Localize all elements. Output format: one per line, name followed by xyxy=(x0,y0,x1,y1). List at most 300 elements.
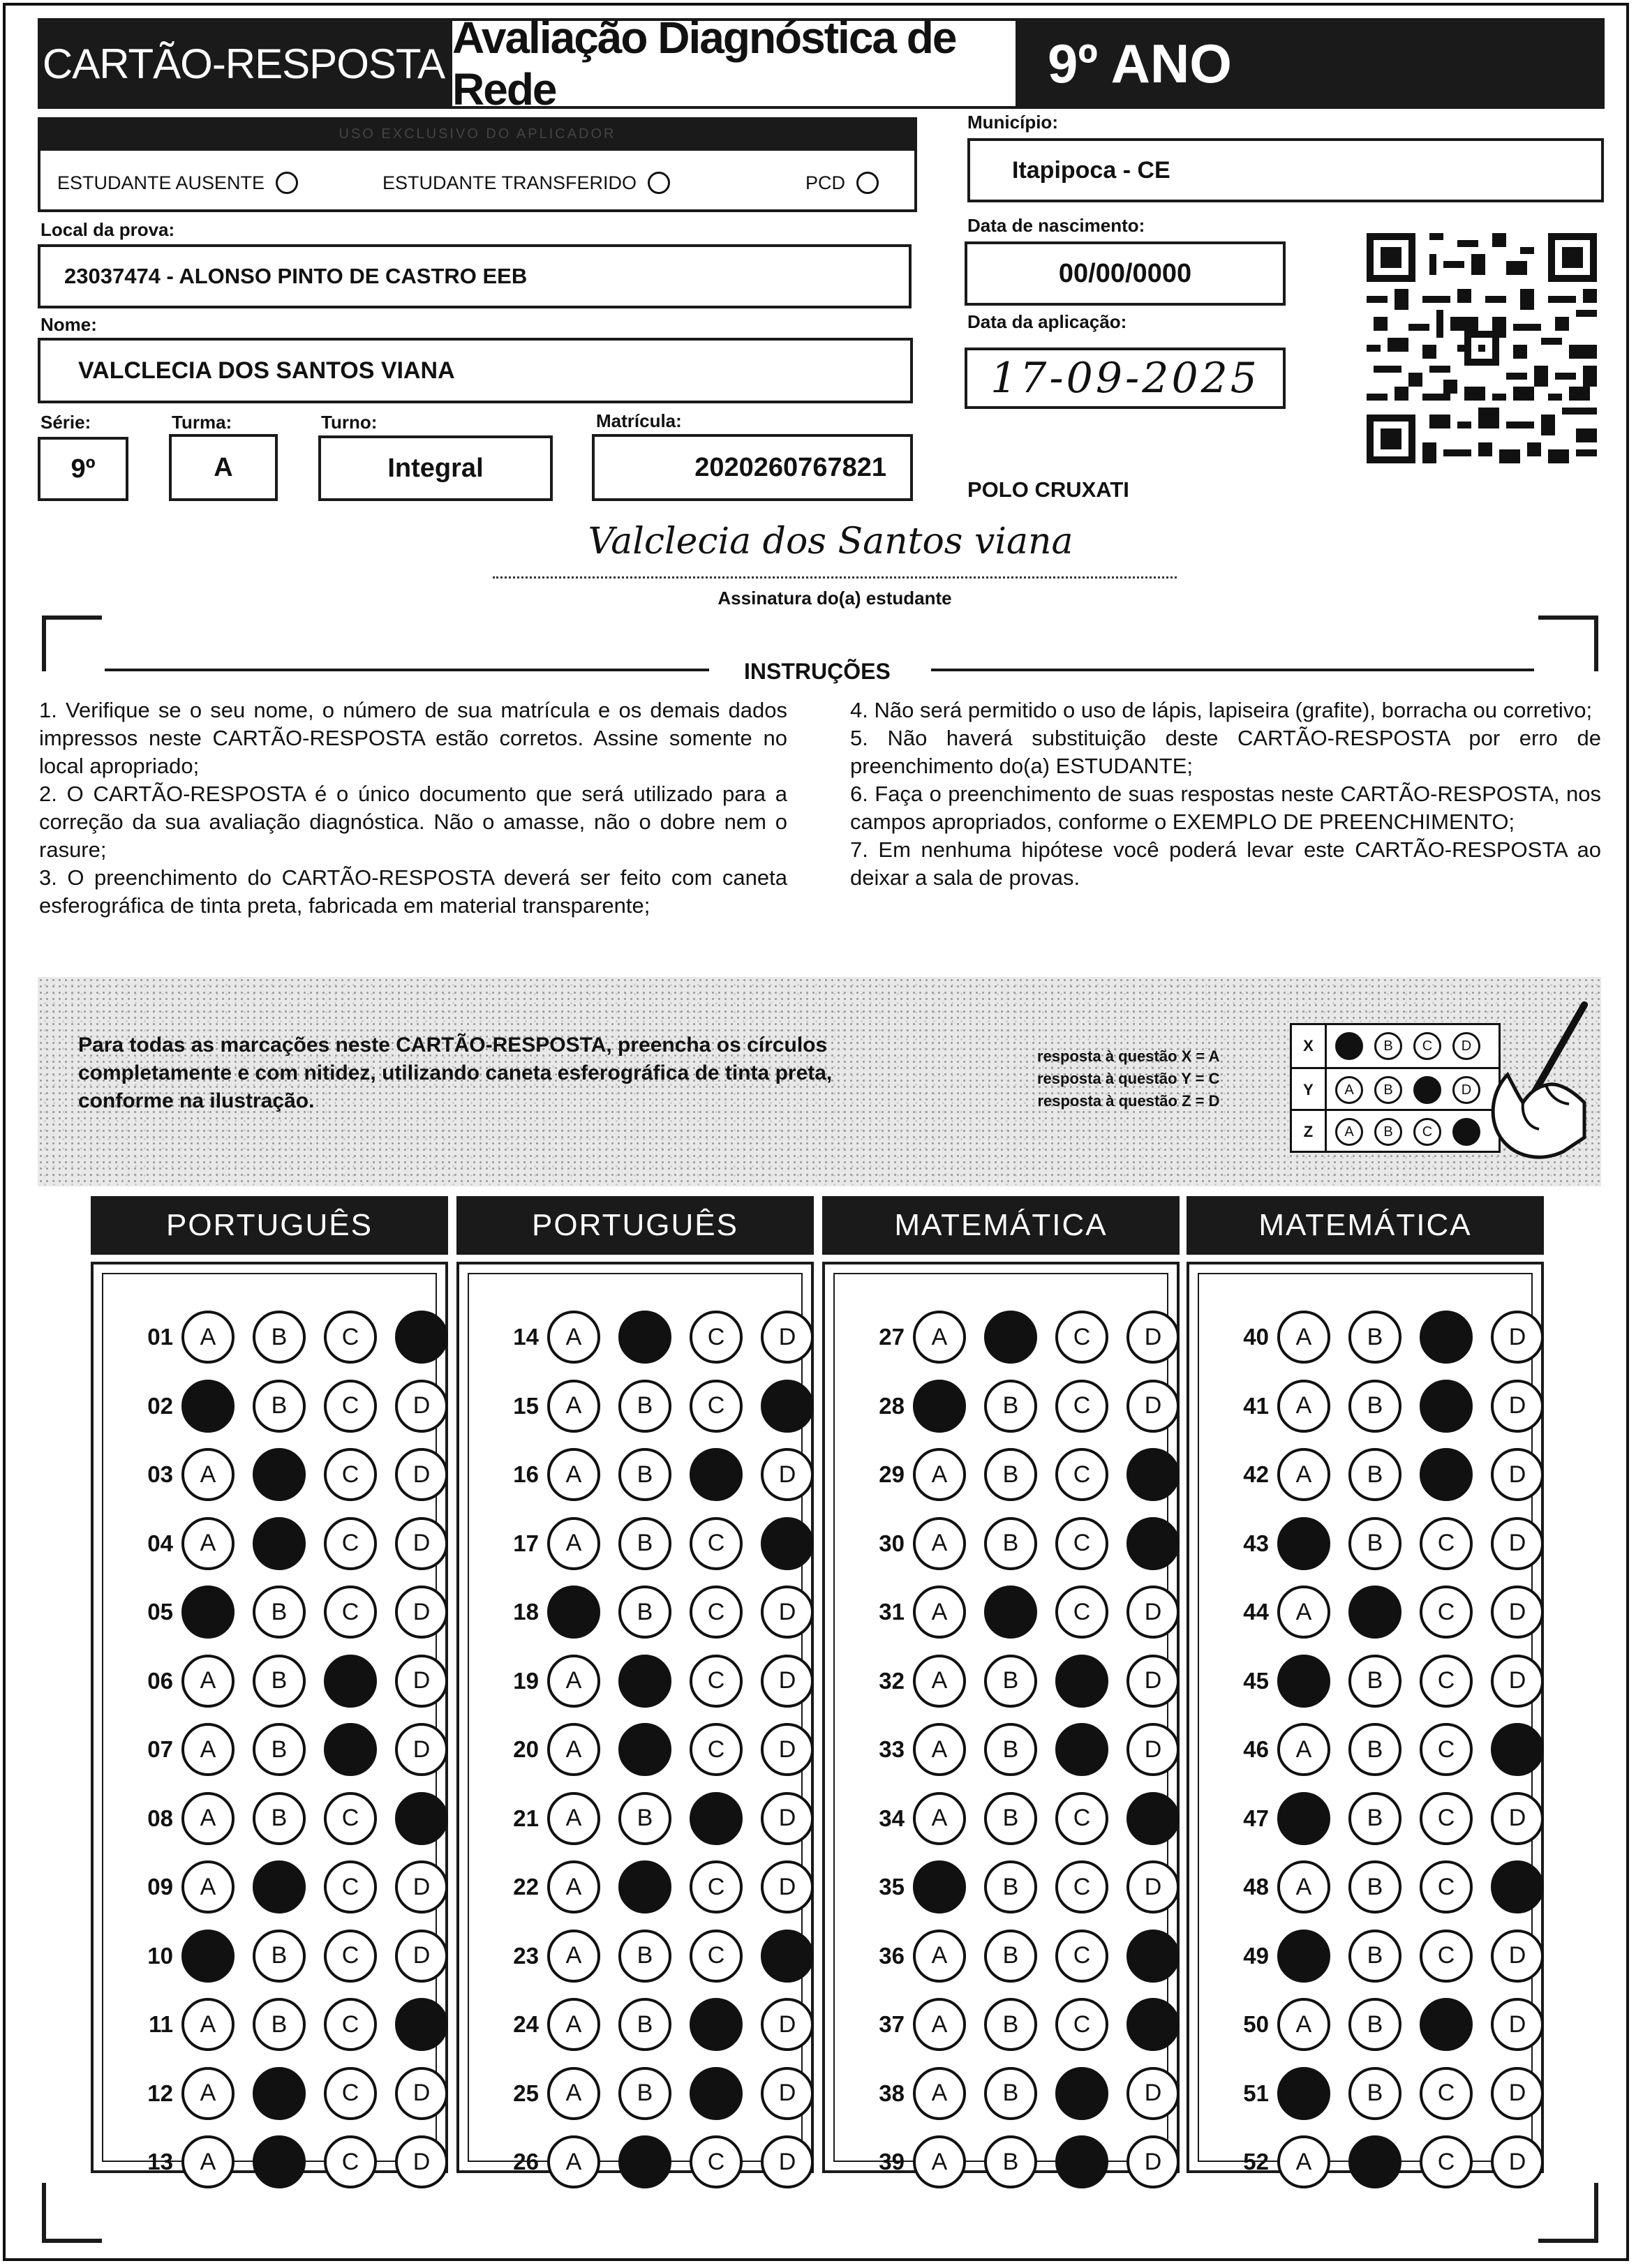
answer-bubble-a[interactable] xyxy=(1277,2135,1330,2188)
answer-bubble-b[interactable] xyxy=(618,2067,671,2120)
question-row xyxy=(483,2066,812,2121)
transferred-option[interactable] xyxy=(382,172,670,194)
answer-bubble-b[interactable] xyxy=(618,1792,671,1845)
bubble-letter: A xyxy=(565,1805,582,1831)
bubble-letter: B xyxy=(1367,1942,1383,1969)
question-row xyxy=(1213,1516,1542,1572)
question-row xyxy=(849,1722,1178,1777)
answer-bubble-b[interactable] xyxy=(618,1586,671,1639)
answer-bubble-c[interactable] xyxy=(690,2135,743,2188)
local-value: 23037474 - ALONSO PINTO DE CASTRO EEB xyxy=(64,264,528,288)
answer-bubble-d[interactable] xyxy=(761,1517,814,1570)
bubble-letter: A xyxy=(565,2080,582,2106)
answer-bubble-c[interactable] xyxy=(324,1998,377,2051)
answer-bubble-d[interactable] xyxy=(395,1930,448,1983)
aplicacao-field[interactable] xyxy=(965,348,1286,409)
bubble-letter: D xyxy=(1508,1598,1526,1625)
answer-bubble-b[interactable] xyxy=(618,1311,671,1364)
serie-value: 9º xyxy=(70,454,96,484)
answer-bubble-c[interactable] xyxy=(1420,2067,1473,2120)
bubble-letter: D xyxy=(778,1461,796,1488)
answer-bubble-d[interactable] xyxy=(761,1930,814,1983)
pcd-radio[interactable] xyxy=(856,172,879,194)
answer-bubble-b[interactable] xyxy=(984,1311,1037,1364)
answer-bubble-c[interactable] xyxy=(690,1380,743,1433)
answer-bubble-c[interactable] xyxy=(1055,1860,1108,1913)
answer-bubble-d[interactable] xyxy=(1491,2135,1544,2188)
answer-bubble-b[interactable] xyxy=(253,2067,306,2120)
answer-bubble-b[interactable] xyxy=(1348,1792,1401,1845)
answer-bubble-b[interactable] xyxy=(984,1723,1037,1776)
answer-bubble-a[interactable] xyxy=(1277,1380,1330,1433)
answer-bubble-c[interactable] xyxy=(1420,1998,1473,2051)
question-number: 03 xyxy=(147,1461,173,1487)
bubble-letter: C xyxy=(1437,1805,1455,1831)
answer-bubble-c[interactable] xyxy=(690,1448,743,1501)
bubble-letter: A xyxy=(565,1392,582,1419)
answer-bubble-d[interactable] xyxy=(395,2067,448,2120)
answer-bubble-c[interactable] xyxy=(1055,1380,1108,1433)
answer-bubble-d[interactable] xyxy=(1491,1586,1544,1639)
question-number: 30 xyxy=(879,1530,905,1556)
answer-bubble-c[interactable] xyxy=(1420,1792,1473,1845)
answer-bubble-b[interactable] xyxy=(984,2135,1037,2188)
answer-bubble-b[interactable] xyxy=(253,1998,306,2051)
matricula-field[interactable] xyxy=(592,434,913,501)
answer-bubble-c[interactable] xyxy=(1420,1723,1473,1776)
question-row xyxy=(483,1653,812,1709)
answer-bubble-a[interactable] xyxy=(181,1930,235,1983)
answer-bubble-b[interactable] xyxy=(618,1860,671,1913)
answer-bubble-b[interactable] xyxy=(984,2067,1037,2120)
answer-bubble-d[interactable] xyxy=(1491,1655,1544,1708)
answer-bubble-a[interactable] xyxy=(547,1723,600,1776)
answer-bubble-a[interactable] xyxy=(547,1930,600,1983)
answer-bubble-c[interactable] xyxy=(1420,1655,1473,1708)
answer-bubble-b[interactable] xyxy=(618,1517,671,1570)
answer-bubble-c[interactable] xyxy=(1420,1380,1473,1433)
bubble-letter: A xyxy=(931,2148,948,2175)
answer-bubble-c[interactable] xyxy=(1055,2135,1108,2188)
answer-bubble-d[interactable] xyxy=(1126,1998,1180,2051)
answer-bubble-b[interactable] xyxy=(1348,1998,1401,2051)
answer-bubble-d[interactable] xyxy=(1126,1792,1180,1845)
answer-bubble-d[interactable] xyxy=(395,1517,448,1570)
example-row xyxy=(1292,1067,1499,1111)
answer-bubble-a[interactable] xyxy=(547,1860,600,1913)
answer-bubble-a[interactable] xyxy=(547,1655,600,1708)
bubble-letter: C xyxy=(341,1530,359,1556)
answer-bubble-c[interactable] xyxy=(324,1517,377,1570)
bubble-letter: D xyxy=(778,2080,796,2106)
answer-bubble-c[interactable] xyxy=(1420,1517,1473,1570)
answer-bubble-b[interactable] xyxy=(618,1655,671,1708)
writing-hand-icon xyxy=(1480,998,1591,1165)
answer-bubble-d[interactable] xyxy=(761,1380,814,1433)
answer-bubble-a[interactable] xyxy=(1277,1930,1330,1983)
answer-bubble-c[interactable] xyxy=(690,1792,743,1845)
answer-bubble-d[interactable] xyxy=(761,1792,814,1845)
answer-bubble-c[interactable] xyxy=(1055,2067,1108,2120)
answer-bubble-c[interactable] xyxy=(1420,2135,1473,2188)
answer-bubble-b[interactable] xyxy=(618,2135,671,2188)
answer-bubble-a[interactable] xyxy=(913,1448,966,1501)
example-key-y: resposta à questão Y = C xyxy=(1037,1070,1220,1087)
answer-bubble-d[interactable] xyxy=(395,1448,448,1501)
bubble-letter: B xyxy=(271,1736,288,1763)
bubble-letter: A xyxy=(931,1392,948,1419)
question-row xyxy=(1213,2134,1542,2190)
answer-bubble-b[interactable] xyxy=(984,1448,1037,1501)
answer-bubble-b[interactable] xyxy=(253,1655,306,1708)
bubble-letter: C xyxy=(1073,1461,1091,1488)
answer-bubble-a[interactable] xyxy=(913,1930,966,1983)
answer-bubble-c[interactable] xyxy=(1055,1792,1108,1845)
answer-bubble-c[interactable] xyxy=(324,2067,377,2120)
answer-bubble-a[interactable] xyxy=(181,2135,235,2188)
answer-bubble-a[interactable] xyxy=(913,1860,966,1913)
answer-bubble-a[interactable] xyxy=(1277,1517,1330,1570)
question-number: 29 xyxy=(879,1461,905,1487)
answer-bubble-c[interactable] xyxy=(1055,1998,1108,2051)
answer-bubble-a[interactable] xyxy=(913,1655,966,1708)
answer-bubble-b[interactable] xyxy=(984,1655,1037,1708)
example-bubble-b: B xyxy=(1374,1076,1402,1104)
answer-bubble-d[interactable] xyxy=(395,1380,448,1433)
answer-bubble-a[interactable] xyxy=(913,1380,966,1433)
answer-bubble-a[interactable] xyxy=(913,1586,966,1639)
example-bubble-b: B xyxy=(1374,1032,1402,1060)
serie-field[interactable] xyxy=(38,437,128,501)
answer-bubble-d[interactable] xyxy=(1491,2067,1544,2120)
aplicacao-label: Data da aplicação: xyxy=(967,311,1127,332)
status-box xyxy=(38,151,917,212)
answer-bubble-b[interactable] xyxy=(253,1930,306,1983)
answer-bubble-c[interactable] xyxy=(324,2135,377,2188)
answer-bubble-d[interactable] xyxy=(1126,1723,1180,1776)
pcd-option[interactable] xyxy=(805,172,879,194)
question-number: 43 xyxy=(1243,1530,1269,1556)
answer-bubble-c[interactable] xyxy=(324,1311,377,1364)
answer-bubble-c[interactable] xyxy=(1055,1448,1108,1501)
answer-bubble-d[interactable] xyxy=(395,1655,448,1708)
bubble-letter: B xyxy=(1002,1392,1019,1419)
turma-field[interactable] xyxy=(169,434,278,501)
answer-bubble-a[interactable] xyxy=(1277,1792,1330,1845)
answer-bubble-d[interactable] xyxy=(1126,1380,1180,1433)
answer-bubble-d[interactable] xyxy=(1126,1448,1180,1501)
answer-bubble-d[interactable] xyxy=(761,1586,814,1639)
answer-bubble-a[interactable] xyxy=(547,1586,600,1639)
answer-bubble-a[interactable] xyxy=(181,1998,235,2051)
answer-bubble-b[interactable] xyxy=(618,1930,671,1983)
answer-bubble-a[interactable] xyxy=(181,1792,235,1845)
answer-bubble-a[interactable] xyxy=(181,2067,235,2120)
answer-bubble-b[interactable] xyxy=(1348,1448,1401,1501)
answer-bubble-c[interactable] xyxy=(690,1723,743,1776)
answer-bubble-b[interactable] xyxy=(984,1380,1037,1433)
answer-bubble-d[interactable] xyxy=(1126,2067,1180,2120)
answer-bubble-d[interactable] xyxy=(1126,1860,1180,1913)
bubble-letter: B xyxy=(1367,1461,1383,1488)
bubble-letter: B xyxy=(271,1461,288,1488)
question-row xyxy=(483,1447,812,1502)
birth-label: Data de nascimento: xyxy=(967,215,1145,236)
answer-bubble-d[interactable] xyxy=(395,1723,448,1776)
answer-bubble-c[interactable] xyxy=(1055,1517,1108,1570)
answer-bubble-b[interactable] xyxy=(253,1860,306,1913)
answer-bubble-d[interactable] xyxy=(1491,1930,1544,1983)
answer-bubble-d[interactable] xyxy=(761,1860,814,1913)
question-row xyxy=(1213,1928,1542,1984)
answer-bubble-d[interactable] xyxy=(395,1860,448,1913)
bubble-letter: B xyxy=(1367,1323,1383,1350)
answer-bubble-c[interactable] xyxy=(690,1998,743,2051)
answer-bubble-a[interactable] xyxy=(1277,2067,1330,2120)
answer-bubble-b[interactable] xyxy=(984,1792,1037,1845)
answer-bubble-b[interactable] xyxy=(253,1723,306,1776)
absent-option[interactable] xyxy=(57,172,298,194)
bubble-letter: D xyxy=(1144,1667,1162,1694)
answer-bubble-c[interactable] xyxy=(1420,1860,1473,1913)
local-field[interactable] xyxy=(38,244,912,308)
answer-bubble-a[interactable] xyxy=(547,1517,600,1570)
answer-bubble-b[interactable] xyxy=(984,1586,1037,1639)
answer-bubble-a[interactable] xyxy=(547,1380,600,1433)
bubble-letter: D xyxy=(778,1323,796,1350)
question-row xyxy=(1213,2066,1542,2121)
answer-bubble-a[interactable] xyxy=(547,1792,600,1845)
answer-bubble-c[interactable] xyxy=(1420,1448,1473,1501)
answer-bubble-a[interactable] xyxy=(181,1448,235,1501)
nome-field[interactable] xyxy=(38,338,913,403)
pcd-label: PCD xyxy=(805,172,846,193)
answer-bubble-c[interactable] xyxy=(690,1586,743,1639)
answer-bubble-a[interactable] xyxy=(181,1311,235,1364)
answer-bubble-b[interactable] xyxy=(618,1380,671,1433)
answer-bubble-a[interactable] xyxy=(913,2135,966,2188)
answer-bubble-c[interactable] xyxy=(324,1448,377,1501)
answer-bubble-c[interactable] xyxy=(1055,1723,1108,1776)
instruction-1: 1. Verifique se o seu nome, o número de sua matrícula e os demais dados impressos neste CARTÃO-RESPOSTA estão corretos. Assine somente no local apropriado; xyxy=(39,698,787,778)
answer-bubble-b[interactable] xyxy=(1348,2135,1401,2188)
bubble-letter: D xyxy=(778,1873,796,1900)
answer-bubble-c[interactable] xyxy=(690,1311,743,1364)
frame-corner-top-left xyxy=(42,616,102,671)
answer-bubble-a[interactable] xyxy=(547,2135,600,2188)
answer-bubble-a[interactable] xyxy=(181,1586,235,1639)
answer-bubble-d[interactable] xyxy=(761,2135,814,2188)
bubble-letter: D xyxy=(1144,1736,1162,1763)
answer-bubble-a[interactable] xyxy=(181,1380,235,1433)
bubble-letter: A xyxy=(931,1942,948,1969)
question-number: 15 xyxy=(513,1392,539,1419)
answer-bubble-d[interactable] xyxy=(1491,1448,1544,1501)
answer-bubble-b[interactable] xyxy=(1348,2067,1401,2120)
answer-bubble-b[interactable] xyxy=(1348,1311,1401,1364)
answer-bubble-b[interactable] xyxy=(1348,1930,1401,1983)
answer-bubble-a[interactable] xyxy=(547,1998,600,2051)
bubble-letter: A xyxy=(565,1530,582,1556)
local-label: Local da prova: xyxy=(40,219,175,240)
answer-bubble-b[interactable] xyxy=(253,1311,306,1364)
answer-bubble-c[interactable] xyxy=(690,1655,743,1708)
answer-bubble-b[interactable] xyxy=(618,1448,671,1501)
birth-field[interactable] xyxy=(965,241,1286,306)
answer-bubble-b[interactable] xyxy=(1348,1723,1401,1776)
answer-bubble-a[interactable] xyxy=(1277,1448,1330,1501)
answer-bubble-b[interactable] xyxy=(253,1448,306,1501)
answer-bubble-d[interactable] xyxy=(1126,1311,1180,1364)
answer-bubble-d[interactable] xyxy=(761,1448,814,1501)
question-number: 06 xyxy=(147,1667,173,1694)
answer-bubble-a[interactable] xyxy=(913,1311,966,1364)
answer-bubble-c[interactable] xyxy=(1055,1311,1108,1364)
answer-bubble-a[interactable] xyxy=(1277,1586,1330,1639)
answer-bubble-d[interactable] xyxy=(1126,1655,1180,1708)
answer-bubble-b[interactable] xyxy=(1348,1380,1401,1433)
answer-bubble-c[interactable] xyxy=(690,1860,743,1913)
answer-bubble-a[interactable] xyxy=(913,2067,966,2120)
question-number: 38 xyxy=(879,2080,905,2106)
municipio-field[interactable] xyxy=(967,138,1604,202)
answer-bubble-d[interactable] xyxy=(1491,1860,1544,1913)
bubble-letter: D xyxy=(1508,1736,1526,1763)
answer-bubble-a[interactable] xyxy=(547,1311,600,1364)
turno-field[interactable] xyxy=(318,435,553,501)
answer-bubble-a[interactable] xyxy=(913,1792,966,1845)
answer-bubble-d[interactable] xyxy=(395,1586,448,1639)
bubble-letter: A xyxy=(200,1873,216,1900)
answer-bubble-a[interactable] xyxy=(913,1998,966,2051)
answer-bubble-d[interactable] xyxy=(1126,2135,1180,2188)
answer-bubble-d[interactable] xyxy=(1491,1723,1544,1776)
bubble-letter: C xyxy=(1073,1667,1091,1694)
answer-bubble-c[interactable] xyxy=(324,1655,377,1708)
question-number: 51 xyxy=(1243,2080,1269,2106)
answer-bubble-d[interactable] xyxy=(761,1311,814,1364)
answer-bubble-a[interactable] xyxy=(181,1723,235,1776)
answer-bubble-b[interactable] xyxy=(618,1998,671,2051)
answer-bubble-a[interactable] xyxy=(1277,1655,1330,1708)
question-row xyxy=(1213,1584,1542,1640)
answer-bubble-d[interactable] xyxy=(1126,1930,1180,1983)
bubble-letter: C xyxy=(1073,1873,1091,1900)
answer-bubble-a[interactable] xyxy=(181,1655,235,1708)
bubble-letter: D xyxy=(412,1461,431,1488)
answer-bubble-b[interactable] xyxy=(1348,1517,1401,1570)
answer-bubble-c[interactable] xyxy=(324,1792,377,1845)
answer-bubble-c[interactable] xyxy=(324,1930,377,1983)
answer-bubble-d[interactable] xyxy=(395,2135,448,2188)
answer-bubble-d[interactable] xyxy=(761,1655,814,1708)
answer-bubble-b[interactable] xyxy=(618,1723,671,1776)
answer-bubble-b[interactable] xyxy=(1348,1655,1401,1708)
answer-bubble-d[interactable] xyxy=(1491,1792,1544,1845)
example-bubble-a: A xyxy=(1335,1076,1363,1104)
answer-bubble-c[interactable] xyxy=(1055,1586,1108,1639)
bubble-letter: A xyxy=(200,1461,216,1488)
answer-bubble-b[interactable] xyxy=(984,1998,1037,2051)
answer-bubble-a[interactable] xyxy=(181,1517,235,1570)
answer-bubble-d[interactable] xyxy=(1126,1586,1180,1639)
answer-bubble-a[interactable] xyxy=(1277,1311,1330,1364)
answer-bubble-b[interactable] xyxy=(984,1517,1037,1570)
bubble-letter: A xyxy=(931,2010,948,2038)
answer-bubble-a[interactable] xyxy=(1277,1860,1330,1913)
bubble-letter: B xyxy=(1367,1598,1383,1625)
answer-bubble-c[interactable] xyxy=(1420,1311,1473,1364)
answer-bubble-c[interactable] xyxy=(1055,1930,1108,1983)
answer-bubble-d[interactable] xyxy=(1491,1380,1544,1433)
answer-bubble-a[interactable] xyxy=(913,1723,966,1776)
answer-bubble-c[interactable] xyxy=(1420,1930,1473,1983)
bubble-letter: D xyxy=(1508,1461,1526,1488)
answer-bubble-d[interactable] xyxy=(761,1998,814,2051)
answer-bubble-a[interactable] xyxy=(1277,1998,1330,2051)
answer-bubble-b[interactable] xyxy=(253,1517,306,1570)
answer-bubble-d[interactable] xyxy=(1491,1517,1544,1570)
answer-bubble-a[interactable] xyxy=(181,1860,235,1913)
question-number: 07 xyxy=(147,1736,173,1762)
answer-bubble-d[interactable] xyxy=(1491,1998,1544,2051)
example-bubble-b: B xyxy=(1374,1118,1402,1146)
answer-bubble-d[interactable] xyxy=(761,2067,814,2120)
bubble-letter: D xyxy=(1144,1392,1162,1419)
answer-bubble-b[interactable] xyxy=(984,1930,1037,1983)
answer-bubble-a[interactable] xyxy=(547,1448,600,1501)
answer-bubble-c[interactable] xyxy=(1055,1655,1108,1708)
answer-bubble-c[interactable] xyxy=(324,1860,377,1913)
bubble-letter: C xyxy=(707,1598,725,1625)
bubble-letter: C xyxy=(707,1530,725,1556)
answer-bubble-a[interactable] xyxy=(1277,1723,1330,1776)
answer-bubble-c[interactable] xyxy=(1420,1586,1473,1639)
answer-bubble-c[interactable] xyxy=(690,2067,743,2120)
answer-bubble-c[interactable] xyxy=(690,1517,743,1570)
answer-bubble-b[interactable] xyxy=(984,1860,1037,1913)
signature: Valclecia dos Santos viana xyxy=(588,521,1073,562)
answer-bubble-c[interactable] xyxy=(324,1586,377,1639)
transferred-radio[interactable] xyxy=(648,172,670,194)
answer-bubble-d[interactable] xyxy=(761,1723,814,1776)
answer-bubble-b[interactable] xyxy=(253,2135,306,2188)
answer-bubble-d[interactable] xyxy=(395,1311,448,1364)
answer-section xyxy=(1187,1262,1544,2173)
question-number: 37 xyxy=(879,2011,905,2037)
answer-bubble-b[interactable] xyxy=(253,1380,306,1433)
answer-bubble-a[interactable] xyxy=(547,2067,600,2120)
answer-bubble-d[interactable] xyxy=(1491,1311,1544,1364)
question-row xyxy=(117,1997,447,2052)
bubble-letter: C xyxy=(1437,1530,1455,1556)
question-row xyxy=(117,1928,447,1984)
bubble-letter: D xyxy=(778,1598,796,1625)
answer-bubble-d[interactable] xyxy=(395,1792,448,1845)
answer-bubble-b[interactable] xyxy=(1348,1860,1401,1913)
answer-bubble-c[interactable] xyxy=(690,1930,743,1983)
answer-bubble-d[interactable] xyxy=(395,1998,448,2051)
answer-bubble-c[interactable] xyxy=(324,1723,377,1776)
answer-bubble-a[interactable] xyxy=(913,1517,966,1570)
answer-bubble-b[interactable] xyxy=(253,1792,306,1845)
answer-bubble-b[interactable] xyxy=(253,1586,306,1639)
answer-bubble-b[interactable] xyxy=(1348,1586,1401,1639)
answer-bubble-d[interactable] xyxy=(1126,1517,1180,1570)
absent-radio[interactable] xyxy=(276,172,298,194)
bubble-letter: D xyxy=(778,2010,796,2038)
answer-bubble-c[interactable] xyxy=(324,1380,377,1433)
